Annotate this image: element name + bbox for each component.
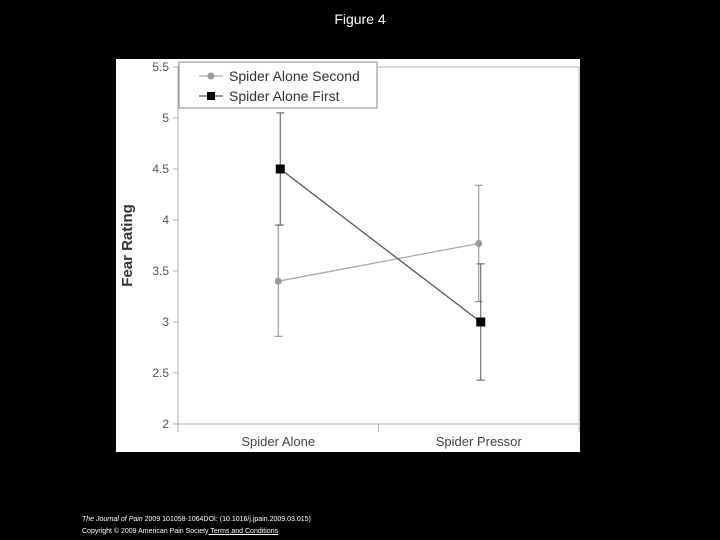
y-tick-label: 3 bbox=[162, 315, 169, 329]
copyright-text: Copyright © 2009 American Pain Society bbox=[82, 528, 209, 535]
footer bbox=[82, 514, 311, 538]
y-axis-label: Fear Rating bbox=[119, 204, 136, 287]
x-tick-label: Spider Pressor bbox=[435, 434, 522, 449]
y-tick-label: 5.5 bbox=[152, 60, 169, 74]
data-point bbox=[275, 278, 282, 285]
journal-name: The Journal of Pain bbox=[82, 516, 143, 523]
y-tick-label: 5 bbox=[162, 111, 169, 125]
fear-rating-chart bbox=[116, 59, 580, 452]
y-tick-label: 2.5 bbox=[152, 366, 169, 380]
citation-text: 2009 101058-1064DOI: (10.1016/j.jpain.2009.03.015) bbox=[142, 516, 311, 523]
series-line bbox=[280, 169, 481, 322]
legend-label: Spider Alone Second bbox=[229, 68, 360, 84]
data-point bbox=[276, 165, 285, 174]
data-point bbox=[476, 318, 485, 327]
y-tick-label: 2 bbox=[162, 417, 169, 431]
legend-marker bbox=[208, 73, 215, 80]
y-tick-label: 4 bbox=[162, 213, 169, 227]
figure-title: Figure 4 bbox=[334, 11, 386, 27]
copyright-line bbox=[82, 526, 311, 538]
plot-frame bbox=[178, 67, 579, 424]
x-tick-label: Spider Alone bbox=[241, 434, 316, 449]
legend-label: Spider Alone First bbox=[229, 88, 340, 104]
series-line bbox=[278, 243, 479, 281]
y-tick-label: 3.5 bbox=[152, 264, 169, 278]
legend-marker bbox=[207, 92, 215, 100]
terms-link[interactable]: Terms and Conditions bbox=[208, 528, 279, 535]
citation-line bbox=[82, 514, 311, 526]
data-point bbox=[475, 240, 482, 247]
y-tick-label: 4.5 bbox=[152, 162, 169, 176]
chart-panel bbox=[116, 59, 580, 452]
